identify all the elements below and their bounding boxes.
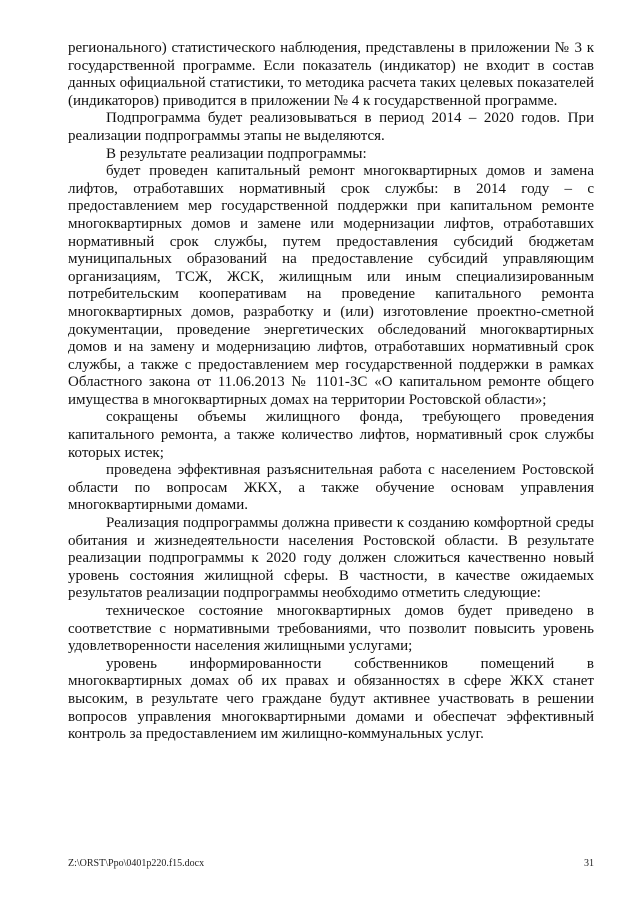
paragraph-stat-sources: регионального) статистического наблюдения, представлены в приложении № 3 к государственной программе. Если показатель (индикатор) не входит в состав данных официальной статистики, то методика расчета таких целевых показателей (индикаторов) приводится в приложении № 4 к государственной программе. (68, 40, 594, 109)
paragraph-outreach: проведена эффективная разъяснительная работа с населением Ростовской области по вопросам ЖКХ, а также обучение основам управления многоквартирными домами. (68, 462, 594, 514)
footer-page-number: 31 (584, 858, 594, 869)
paragraph-capital-repair: будет проведен капитальный ремонт многоквартирных домов и замена лифтов, отработавших нормативный срок службы: в 2014 году – с предоставлением мер государственной поддержки при капитальном ремонте многоквартирных домов и замене или модернизации лифтов, отработавших нормативный срок службы, путем предоставления субсидий бюджетам муниципальных образований на предоставление субсидий управляющим организациям, ТСЖ, ЖСК, жилищным или иным специализированным потребительским кооперативам на проведение капитального ремонта многоквартирных домов, разработку и (или) изготовление проектно-сметной документации, проведение энергетических обследований многоквартирных домов и на замену и модернизацию лифтов, отработавших нормативный срок службы, а также с предоставлением мер государственной поддержки в рамках Областного закона от 11.06.2013 № 1101-ЗС «О капитальном ремонте общего имущества в многоквартирных домах на территории Ростовской области»; (68, 163, 594, 408)
document-body (68, 40, 594, 744)
paragraph-expected-results: Реализация подпрограммы должна привести к созданию комфортной среды обитания и жизнедеятельности населения Ростовской области. В результате реализации подпрограммы к 2020 году должен сложиться качественно новый уровень состояния жилищной сферы. В частности, в качестве ожидаемых результатов реализации подпрограммы необходимо отметить следующие: (68, 515, 594, 602)
paragraph-technical-state: техническое состояние многоквартирных домов будет приведено в соответствие с нормативными требованиями, что позволит повысить уровень удовлетворенности населения жилищными услугами; (68, 603, 594, 655)
paragraph-period: Подпрограмма будет реализовываться в период 2014 – 2020 годов. При реализации подпрограммы этапы не выделяются. (68, 110, 594, 144)
paragraph-results-intro: В результате реализации подпрограммы: (106, 145, 367, 162)
paragraph-reduced-volumes: сокращены объемы жилищного фонда, требующего проведения капитального ремонта, а также количество лифтов, нормативный срок службы которых истек; (68, 409, 594, 461)
paragraph-awareness: уровень информированности собственников помещений в многоквартирных домах об их правах и обязанностях в сфере ЖКХ станет высоким, в результате чего граждане будут активнее участвовать в решении вопросов управления многоквартирными домами и обеспечат эффективный контроль за предоставлением им жилищно-коммунальных услуг. (68, 655, 594, 743)
footer-file-path: Z:\ORST\Ppo\0401p220.f15.docx (68, 858, 205, 869)
page-footer (68, 858, 594, 869)
